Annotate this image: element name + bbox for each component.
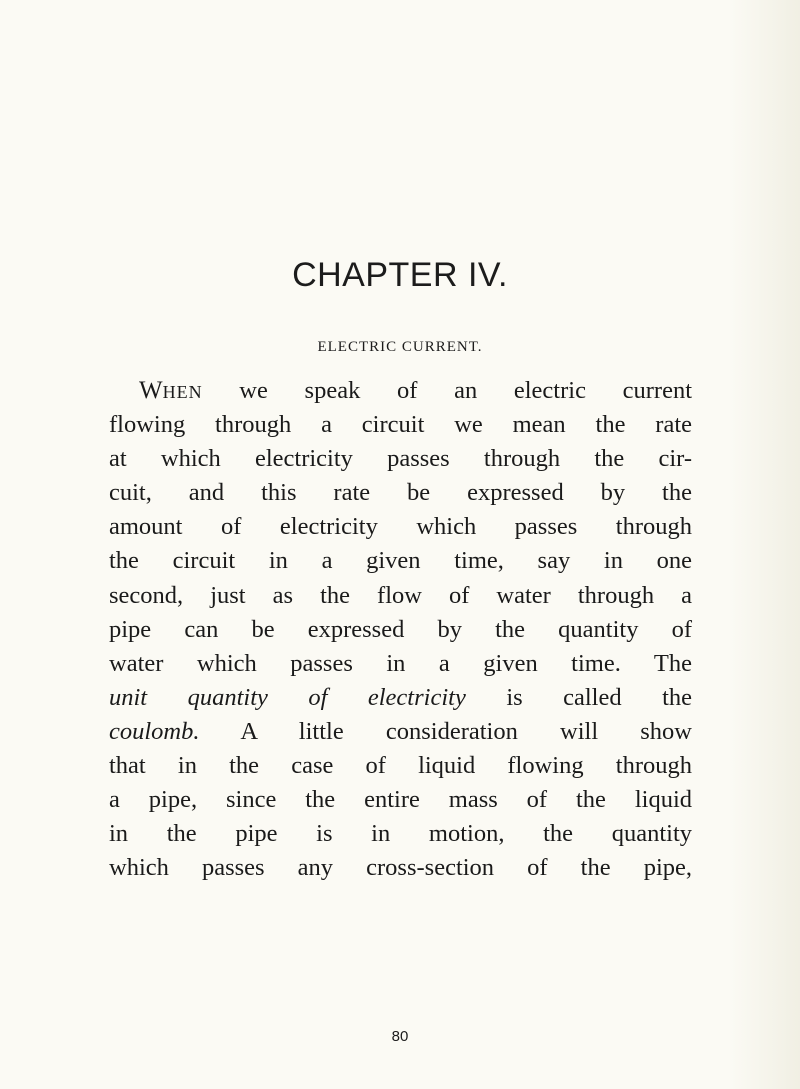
italic-term-unit-quantity: unit quantity of electricity bbox=[109, 683, 466, 711]
text-line-15: which passes any cross-section of the pipe, bbox=[109, 854, 692, 882]
text-line-11 bbox=[109, 715, 692, 749]
text-line-5: amount of electricity which passes through bbox=[109, 513, 692, 541]
text-line-10 bbox=[109, 681, 692, 715]
text-line-2: flowing through a circuit we mean the rate bbox=[109, 411, 692, 439]
text-line-4: cuit, and this rate be expressed by the bbox=[109, 479, 692, 507]
opening-word-smallcaps: HEN bbox=[162, 382, 203, 402]
text-line-10-rest: is called the bbox=[506, 683, 693, 711]
page-number: 80 bbox=[391, 1028, 409, 1045]
chapter-subtitle: ELECTRIC CURRENT. bbox=[317, 339, 483, 355]
text-line-14: in the pipe is in motion, the quantity bbox=[109, 820, 692, 848]
text-line-7: second, just as the flow of water through a bbox=[109, 581, 692, 609]
text-line-9: water which passes in a given time. The bbox=[109, 649, 692, 677]
text-line-12: that in the case of liquid flowing through bbox=[109, 752, 692, 780]
text-line-1 bbox=[109, 374, 692, 408]
page-edge-shadow bbox=[730, 0, 800, 1089]
text-line-11-rest: A little consideration will show bbox=[240, 717, 693, 745]
text-line-6: the circuit in a given time, say in one bbox=[109, 547, 692, 575]
chapter-title: CHAPTER IV. bbox=[292, 256, 508, 294]
text-line-3: at which electricity passes through the cir- bbox=[109, 445, 692, 473]
opening-word-initial: W bbox=[139, 377, 163, 404]
chapter-body-paragraph bbox=[109, 374, 692, 885]
text-line-8: pipe can be expressed by the quantity of bbox=[109, 615, 692, 643]
text-line-13: a pipe, since the entire mass of the liquid bbox=[109, 786, 692, 814]
italic-term-coulomb: coulomb. bbox=[109, 717, 200, 745]
text-line-1-rest: we speak of an electric current bbox=[239, 377, 693, 404]
